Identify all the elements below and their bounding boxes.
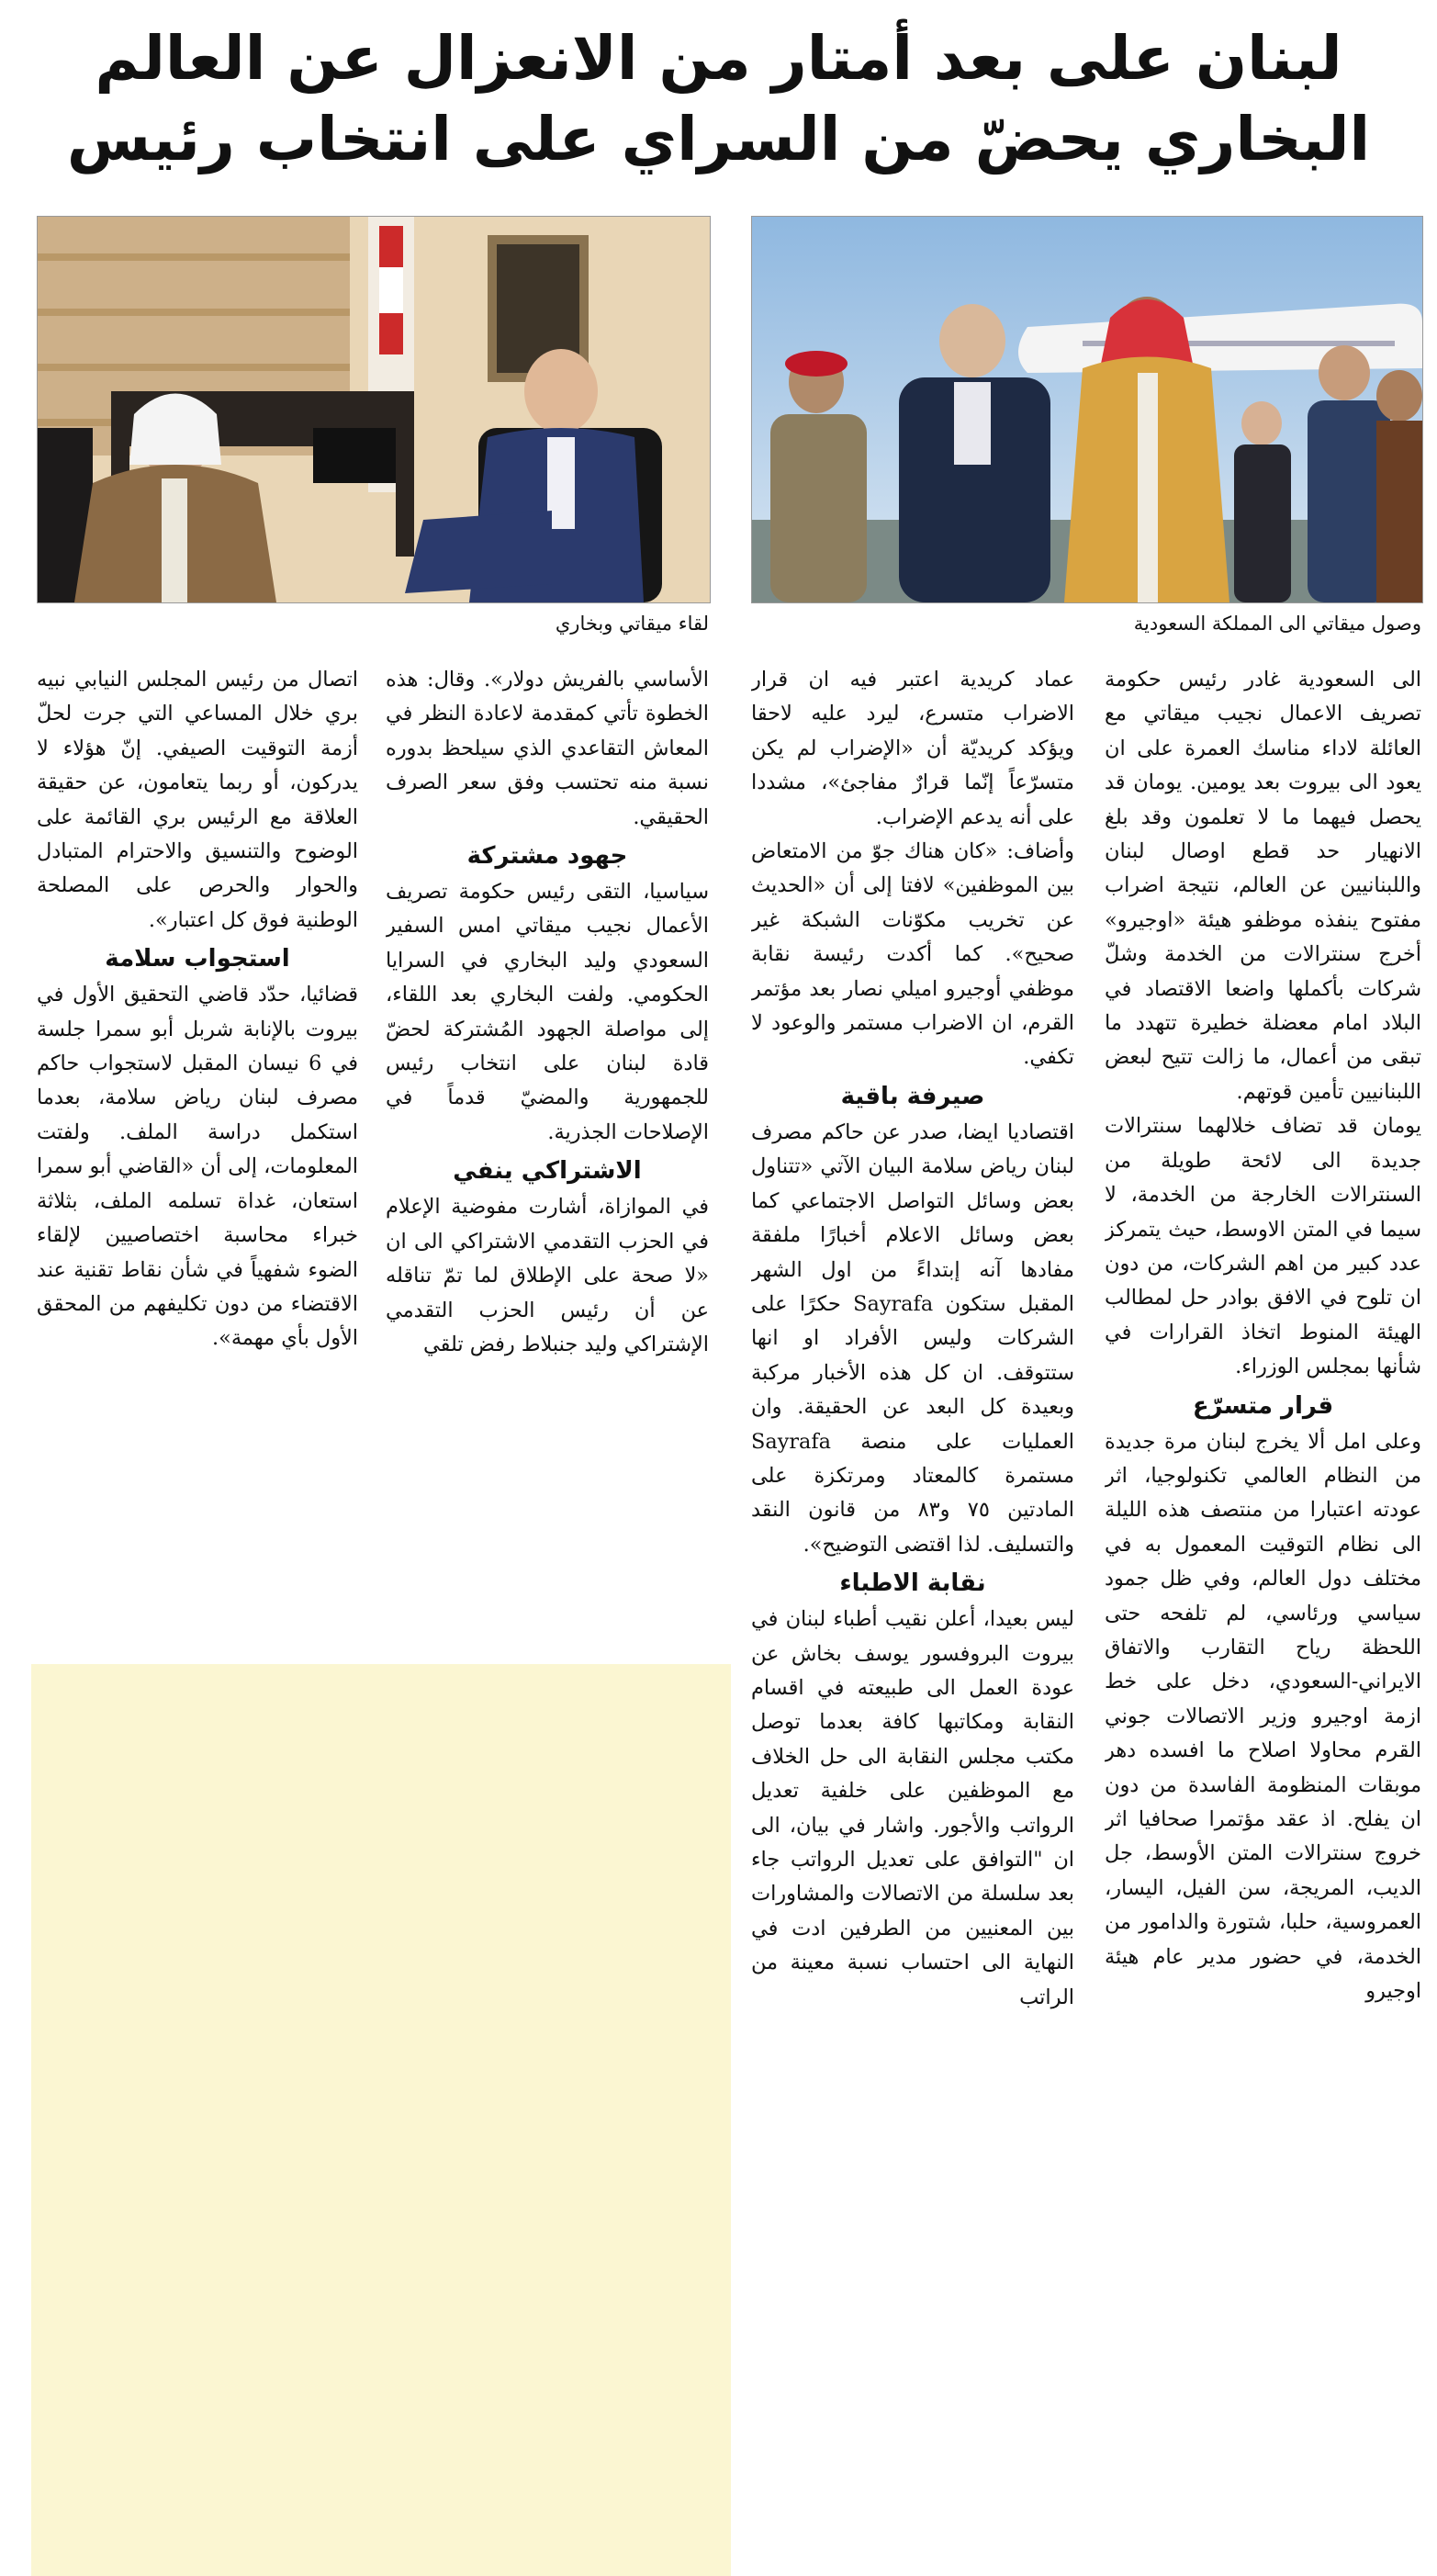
- paragraph: في الموازاة، أشارت مفوضية الإعلام في الحزب التقدمي الاشتراكي الى ان «لا صحة على الإطلاق لما تمّ تناقله عن أن رئيس الحزب التقدمي الإشتراكي وليد جنبلاط رفض تلقي: [386, 1195, 709, 1356]
- article-column-1: [1105, 663, 1421, 2571]
- photo-meeting-caption: لقاء ميقاتي وبخاري: [555, 613, 709, 635]
- paragraph: ليس بعيدا، أعلن نقيب أطباء لبنان في بيروت البروفسور يوسف بخاش عن عودة العمل الى طبيعته في اقسام النقابة ومكاتبها كافة بعدما توصل مكتب مجلس النقابة الى حل الخلاف مع الموظفين على خلفية تعديل الرواتب والأجور. واشار في بيان، الى ان "التوافق على تعديل الرواتب جاء بعد سلسلة من الاتصالات والمشاورات بين المعنيين من الطرفين ادت في النهاية الى احتساب نسبة معينة من الراتب: [751, 1607, 1074, 2009]
- headline: [28, 18, 1409, 193]
- paragraph: يومان قد تضاف خلالهما سنترالات جديدة الى لائحة طويلة من السنترالات الخارجة من الخدمة، لا سيما في المتن الاوسط، حيث يتمركز عدد كبير من اهم الشركات، من دون ان تلوح في الافق بوادر حل لمطالب الهيئة المنوط اتخاذ القرارات في شأنها بمجلس الوزراء.: [1105, 1114, 1421, 1379]
- paragraph: عماد كريدية اعتبر فيه ان قرار الاضراب متسرع، ليرد عليه لاحقا ويؤكد كريديّة أن «الإضراب لم يكن متسرّعاً إنّما قرارٌ مفاجئ»، مشددا على أنه يدعم الإضراب.: [751, 668, 1074, 829]
- paragraph: سياسيا، التقى رئيس حكومة تصريف الأعمال نجيب ميقاتي امس السفير السعودي وليد البخاري في السرايا الحكومي. ولفت البخاري بعد اللقاء، إلى مواصلة الجهود المُشتركة لحضّ قادة لبنان على انتخاب رئيس للجمهورية والمضيّ قدماً في الإصلاحات الجذرية.: [386, 880, 709, 1144]
- headline-line-1: لبنان على بعد أمتار من الانعزال عن العالم: [95, 23, 1342, 94]
- subheading: جهود مشتركة: [466, 842, 628, 871]
- empty-ad-space: [31, 1664, 731, 2576]
- article-column-4: [37, 663, 358, 1655]
- photo-arrival-image: [752, 217, 1422, 602]
- paragraph: اقتصاديا ايضا، صدر عن حاكم مصرف لبنان رياض سلامة البيان الآتي «تتناول بعض وسائل التواصل الاجتماعي كما بعض وسائل الاعلام أخبارًا ملفقة مفادها آنه إبتداءً من اول الشهر المقبل ستكون Sayrafa حكرًا على الشركات وليس الأفراد او انها ستتوقف. ان كل هذه الأخبار مركبة وبعيدة كل البعد عن الحقيقة. وان العمليات على منصة Sayrafa مستمرة كالمعتاد ومرتكزة على المادتين ٧٥ و٨٣ من قانون النقد والتسليف. لذا اقتضى التوضيح».: [751, 1119, 1074, 1557]
- subheading: الاشتراكي ينفي: [453, 1157, 642, 1186]
- paragraph: الى السعودية غادر رئيس حكومة تصريف الاعمال نجيب ميقاتي مع العائلة لاداء مناسك العمرة على ان يعود الى بيروت بعد يومين. يومان قد يحصل فيهما ما لا تعلمون وقد بلغ الانهيار حد قطع اوصال لبنان واللبنانيين عن العالم، نتيجة اضراب مفتوح ينفذه موظفو هيئة «اوجيرو» أخرج سنترالات من الخدمة وشلّ شركات بأكملها واضعا الاقتصاد في البلاد امام معضلة خطيرة تتهدد ما تبقى من أعمال، ما زالت تتيح لبعض اللبنانيين تأمين قوتهم.: [1105, 668, 1421, 1104]
- paragraph: وأضاف: «كان هناك جوّ من الامتعاض بين الموظفين» لافتا إلى أن «الحديث عن تخريب مكوّنات الشبكة غير صحيح». كما أكدت رئيسة نقابة موظفي أوجيرو اميلي نصار بعد مؤتمر القرم، ان الاضراب مستمر والوعود لا تكفي.: [751, 839, 1074, 1070]
- paragraph: الأساسي بالفريش دولار». وقال: هذه الخطوة تأتي كمقدمة لاعادة النظر في المعاش التقاعدي الذي سيلحظ بدوره نسبة منه تحتسب وفق سعر الصرف الحقيقي.: [386, 668, 709, 829]
- headline-line-2: البخاري يحضّ من السراي على انتخاب رئيس: [66, 104, 1371, 174]
- subheading: نقابة الاطباء: [839, 1569, 986, 1598]
- subheading: قرار متسرّع: [1192, 1391, 1334, 1420]
- subheading: استجواب سلامة: [105, 945, 290, 973]
- photo-meeting-image: [38, 217, 710, 602]
- subheading: صيرفة باقية: [840, 1082, 985, 1110]
- article-column-3: [386, 663, 709, 1655]
- paragraph: قضائيا، حدّد قاضي التحقيق الأول في بيروت بالإنابة شربل أبو سمرا جلسة في 6 نيسان المقبل لاستجواب حاكم مصرف لبنان رياض سلامة، بعدما استكمل دراسة الملف. ولفتت المعلومات، إلى أن «القاضي أبو سمرا استعان، غداة تسلمه الملف، بثلاثة خبراء محاسبة اختصاصيين لإلقاء الضوء شفهياً في شأن نقاط تقنية عند الاقتضاء من دون تكليفهم من المحقق الأول بأي مهمة».: [37, 983, 358, 1351]
- paragraph: اتصال من رئيس المجلس النيابي نبيه بري خلال المساعي التي جرت لحلّ أزمة التوقيت الصيفي. إنّ هؤلاء لا يدركون، أو ربما يتعامون، عن حقيقة العلاقة مع الرئيس بري القائمة على الوضوح والتنسيق والاحترام المتبادل والحوار والحرص على المصلحة الوطنية فوق كل اعتبار».: [37, 668, 358, 932]
- paragraph: وعلى امل ألا يخرج لبنان مرة جديدة من النظام العالمي تكنولوجيا، اثر عودته اعتبارا من منتصف هذه الليلة الى نظام التوقيت المعمول به في مختلف دول العالم، وفي ظل جمود سياسي ورئاسي، لم تلفحه حتى اللحظة رياح التقارب والاتفاق الايراني-السعودي، دخل على خط ازمة اوجيرو وزير الاتصالات جوني القرم محاولا اصلاح ما افسده دهر موبقات المنظومة الفاسدة من دون ان يفلح. اذ عقد مؤتمرا صحافيا اثر خروج سنترالات المتن الأوسط، جل الديب، المريجة، سن الفيل، اليسار، العمروسية، حلبا، شتورة والدامور من الخدمة، في حضور مدير عام هيئة اوجيرو: [1105, 1429, 1421, 2004]
- photo-arrival-caption: وصول ميقاتي الى المملكة السعودية: [1133, 613, 1421, 635]
- photo-meeting: [37, 216, 711, 603]
- article-column-2: [751, 663, 1074, 2571]
- photo-arrival: [751, 216, 1423, 603]
